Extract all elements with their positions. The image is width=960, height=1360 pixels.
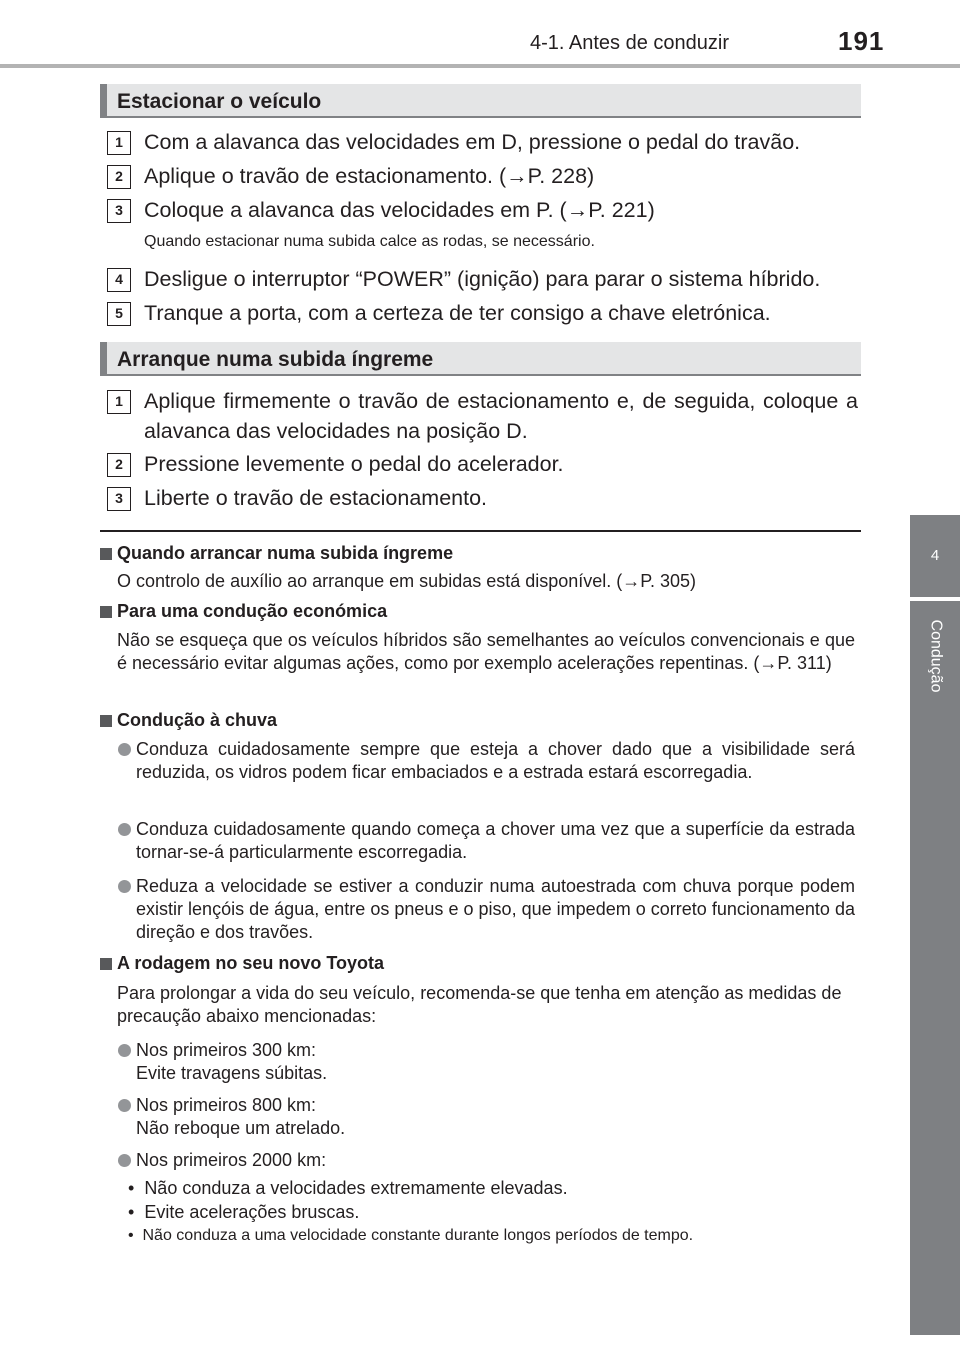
bullet-text: Evite travagens súbitas. — [136, 1063, 328, 1083]
step-number: 1 — [107, 390, 131, 414]
sub-item-bullet: • — [128, 1202, 145, 1222]
sub-item-text: Não conduza a uma velocidade constante durante longos períodos de tempo. — [142, 1227, 694, 1244]
sub-item-bullet: • — [128, 1178, 145, 1198]
section-header-hill-start — [100, 342, 861, 376]
bullet-title: Nos primeiros 300 km: — [136, 1040, 317, 1060]
note-body: O controlo de auxílio ao arranque em subidas está disponível. (→P. 305) — [117, 571, 697, 591]
note-body: Não se esqueça que os veículos híbridos são semelhantes ao veículos convencionais e que é necessário evitar algumas ações, como por exemplo acelerações repentinas. (→P. 311) — [117, 630, 855, 673]
square-bullet-icon — [100, 715, 112, 727]
step-text: Coloque a alavanca das velocidades em P. (→P. 221) — [144, 198, 655, 222]
step-note: Quando estacionar numa subida calce as rodas, se necessário. — [144, 233, 595, 250]
bullet-dot-icon — [118, 743, 131, 756]
step-number: 5 — [107, 302, 131, 326]
step-text: Aplique firmemente o travão de estacionamento e, de seguida, coloque a alavanca das velocidades na posição D. — [144, 389, 858, 443]
step-number: 3 — [107, 199, 131, 223]
square-bullet-icon — [100, 606, 112, 618]
step-number: 4 — [107, 268, 131, 292]
chapter-tab — [910, 515, 960, 597]
header-rule — [0, 64, 960, 68]
square-bullet-icon — [100, 548, 112, 560]
step-text: Liberte o travão de estacionamento. — [144, 486, 488, 510]
sub-item — [128, 1178, 568, 1199]
chapter-label-box — [910, 601, 960, 711]
step-number: 2 — [107, 453, 131, 477]
bullet-dot-icon — [118, 1154, 131, 1167]
step-number: 1 — [107, 131, 131, 155]
note-heading: Para uma condução económica — [117, 601, 388, 621]
note-heading: Condução à chuva — [117, 710, 278, 730]
note-heading: A rodagem no seu novo Toyota — [117, 953, 385, 973]
sub-item — [128, 1227, 693, 1245]
section-header-parking — [100, 84, 861, 118]
page-number: 191 — [838, 26, 885, 56]
bullet-text: Conduza cuidadosamente quando começa a chover uma vez que a superfície da estrada tornar-se-á particularmente escorregadia. — [136, 819, 855, 862]
sub-item-text: Evite acelerações bruscas. — [144, 1202, 360, 1222]
running-header-section: 4-1. Antes de conduzir — [530, 32, 730, 54]
square-bullet-icon — [100, 958, 112, 970]
bullet-text: Não reboque um atrelado. — [136, 1118, 346, 1138]
step-text: Pressione levemente o pedal do acelerador. — [144, 452, 564, 476]
note-body: Para prolongar a vida do seu veículo, recomenda-se que tenha em atenção as medidas de precaução abaixo mencionadas: — [117, 983, 842, 1026]
sub-item — [128, 1202, 359, 1223]
chapter-label: Condução — [927, 619, 945, 693]
bullet-title: Nos primeiros 2000 km: — [136, 1150, 327, 1170]
chapter-band — [910, 601, 960, 1335]
step-text: Com a alavanca das velocidades em D, pressione o pedal do travão. — [144, 130, 801, 154]
bullet-dot-icon — [118, 1044, 131, 1057]
note-heading: Quando arrancar numa subida íngreme — [117, 543, 454, 563]
bullet-text: Conduza cuidadosamente sempre que esteja a chover dado que a visibilidade será reduzida, os vidros podem ficar embaciados e a estrada estará escorregadia. — [136, 739, 855, 782]
sub-item-bullet: • — [128, 1227, 143, 1244]
bullet-dot-icon — [118, 880, 131, 893]
step-text: Desligue o interruptor “POWER” (ignição) para parar o sistema híbrido. — [144, 267, 821, 291]
step-number: 3 — [107, 487, 131, 511]
step-number: 2 — [107, 165, 131, 189]
bullet-title: Nos primeiros 800 km: — [136, 1095, 317, 1115]
bullet-dot-icon — [118, 1099, 131, 1112]
chapter-number: 4 — [930, 547, 940, 564]
bullet-dot-icon — [118, 823, 131, 836]
step-text: Tranque a porta, com a certeza de ter consigo a chave eletrónica. — [144, 301, 771, 325]
divider — [100, 530, 861, 532]
section-title: Estacionar o veículo — [117, 90, 322, 113]
step-text: Aplique o travão de estacionamento. (→P. 228) — [144, 164, 595, 188]
sub-item-text: Não conduza a velocidades extremamente elevadas. — [144, 1178, 568, 1198]
bullet-text: Reduza a velocidade se estiver a conduzir numa autoestrada com chuva porque podem existir lençóis de água, entre os pneus e o piso, que impedem o correto funcionamento da direção e dos travões. — [136, 876, 855, 942]
section-title: Arranque numa subida íngreme — [117, 348, 434, 371]
